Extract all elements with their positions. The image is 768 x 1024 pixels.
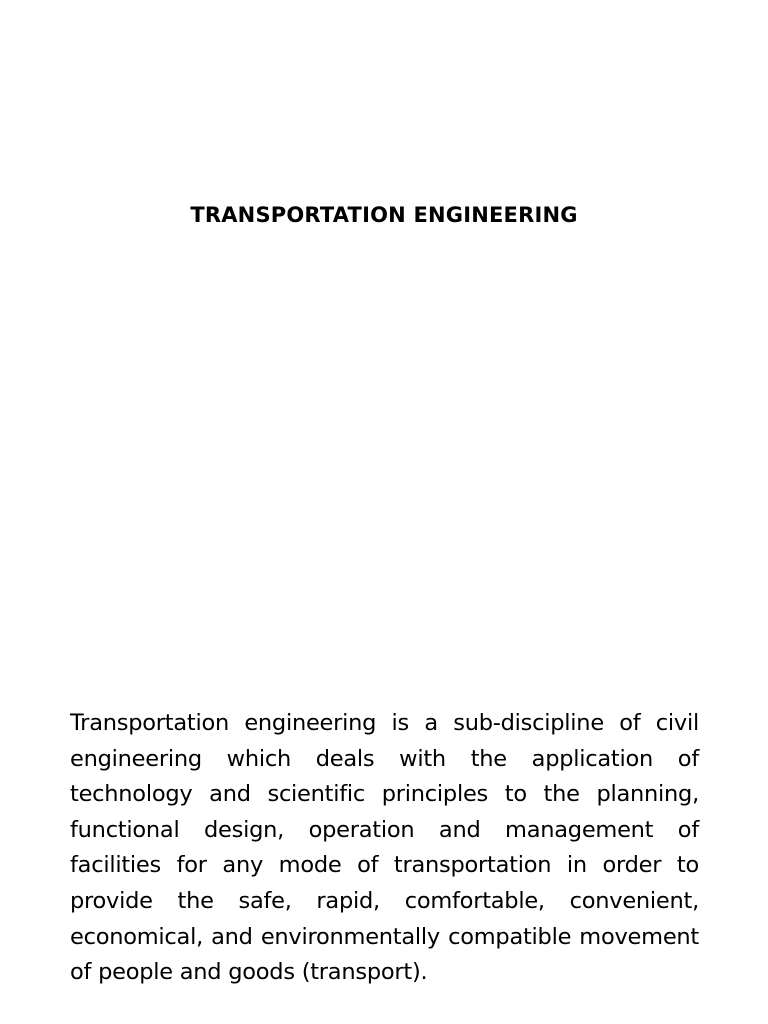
page-title: TRANSPORTATION ENGINEERING bbox=[190, 203, 578, 227]
body-paragraph: Transportation engineering is a sub-discipline of civil engineering which deals with the application of technology and scientific principles to the planning, functional design, operation and management of facilities for any mode of transportation in order to provide the safe, rapid, comfortable, convenient, economical, and environmentally compatible movement of people and goods (transport). bbox=[70, 710, 699, 986]
